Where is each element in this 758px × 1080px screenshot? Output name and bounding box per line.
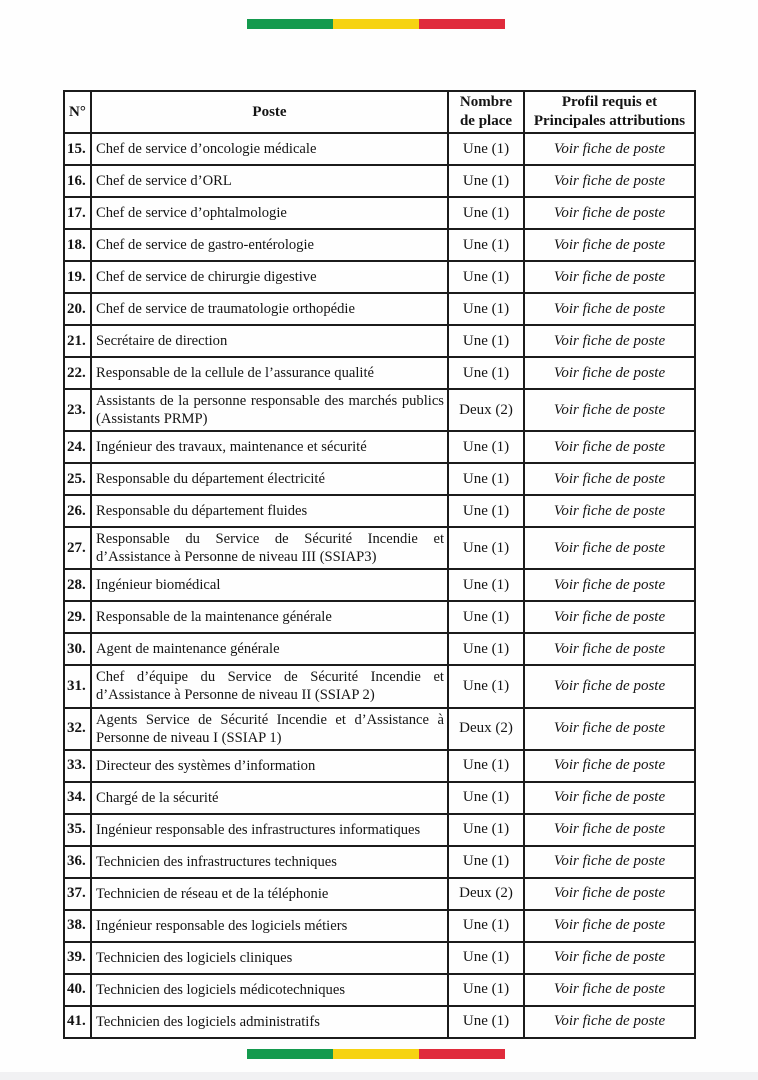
table-row [64,197,695,229]
cell-num: 31. [64,665,91,707]
cell-places: Une (1) [448,601,524,633]
cell-poste: Responsable de la maintenance générale [91,601,448,633]
table-row [64,878,695,910]
table-row [64,389,695,431]
table-row [64,293,695,325]
cell-poste: Technicien des logiciels médicotechniques [91,974,448,1006]
header-profil: Profil requis et Principales attributions [524,91,695,133]
cell-profil: Voir fiche de poste [524,1006,695,1038]
table-row [64,569,695,601]
table-row [64,665,695,707]
table-row [64,1006,695,1038]
header-places: Nombre de place [448,91,524,133]
header-num: N° [64,91,91,133]
cell-places: Deux (2) [448,708,524,750]
cell-num: 19. [64,261,91,293]
cell-poste: Chef de service de gastro-entérologie [91,229,448,261]
cell-places: Une (1) [448,431,524,463]
cell-profil: Voir fiche de poste [524,197,695,229]
cell-poste: Responsable du département électricité [91,463,448,495]
flag-bar-top [247,19,505,29]
cell-poste: Technicien des logiciels cliniques [91,942,448,974]
cell-poste: Chef de service d’ophtalmologie [91,197,448,229]
table-row [64,974,695,1006]
table-row [64,910,695,942]
cell-poste: Responsable du Service de Sécurité Incendie et d’Assistance à Personne de niveau III (SSIAP3) [91,527,448,569]
cell-poste: Chef d’équipe du Service de Sécurité Incendie et d’Assistance à Personne de niveau II (SSIAP 2) [91,665,448,707]
flag-yellow-segment [333,19,419,29]
cell-poste: Directeur des systèmes d’information [91,750,448,782]
cell-places: Une (1) [448,569,524,601]
cell-num: 15. [64,133,91,165]
table-row [64,527,695,569]
cell-profil: Voir fiche de poste [524,261,695,293]
table-row [64,846,695,878]
table-row [64,814,695,846]
cell-poste: Ingénieur responsable des infrastructures informatiques [91,814,448,846]
cell-num: 16. [64,165,91,197]
cell-places: Une (1) [448,750,524,782]
cell-num: 41. [64,1006,91,1038]
cell-num: 22. [64,357,91,389]
cell-num: 23. [64,389,91,431]
cell-num: 35. [64,814,91,846]
cell-places: Une (1) [448,325,524,357]
flag-bar-bottom [247,1049,505,1059]
table-row [64,133,695,165]
cell-poste: Chef de service d’oncologie médicale [91,133,448,165]
cell-profil: Voir fiche de poste [524,463,695,495]
table-row [64,782,695,814]
cell-poste: Ingénieur biomédical [91,569,448,601]
cell-num: 28. [64,569,91,601]
cell-poste: Agents Service de Sécurité Incendie et d’Assistance à Personne de niveau I (SSIAP 1) [91,708,448,750]
cell-poste: Agent de maintenance générale [91,633,448,665]
cell-poste: Ingénieur responsable des logiciels métiers [91,910,448,942]
flag-red-segment [419,19,505,29]
cell-profil: Voir fiche de poste [524,431,695,463]
cell-num: 29. [64,601,91,633]
cell-places: Une (1) [448,665,524,707]
table-body [64,133,695,1038]
cell-poste: Technicien des logiciels administratifs [91,1006,448,1038]
cell-places: Une (1) [448,942,524,974]
cell-poste: Ingénieur des travaux, maintenance et sécurité [91,431,448,463]
cell-profil: Voir fiche de poste [524,495,695,527]
cell-places: Une (1) [448,974,524,1006]
vacancy-table [63,90,696,1039]
cell-places: Une (1) [448,782,524,814]
cell-places: Une (1) [448,357,524,389]
cell-num: 34. [64,782,91,814]
cell-num: 37. [64,878,91,910]
cell-profil: Voir fiche de poste [524,569,695,601]
cell-num: 18. [64,229,91,261]
flag-red-segment [419,1049,505,1059]
page-edge-strip [0,1072,758,1080]
cell-profil: Voir fiche de poste [524,942,695,974]
cell-places: Une (1) [448,197,524,229]
cell-places: Deux (2) [448,389,524,431]
cell-poste: Responsable du département fluides [91,495,448,527]
table-row [64,495,695,527]
cell-places: Une (1) [448,910,524,942]
cell-profil: Voir fiche de poste [524,814,695,846]
cell-num: 24. [64,431,91,463]
cell-num: 20. [64,293,91,325]
cell-places: Une (1) [448,165,524,197]
cell-poste: Secrétaire de direction [91,325,448,357]
cell-poste: Chef de service de traumatologie orthopédie [91,293,448,325]
cell-poste: Chargé de la sécurité [91,782,448,814]
cell-poste: Chef de service de chirurgie digestive [91,261,448,293]
cell-places: Une (1) [448,229,524,261]
cell-num: 30. [64,633,91,665]
table-row [64,165,695,197]
cell-places: Une (1) [448,495,524,527]
cell-num: 40. [64,974,91,1006]
table-row [64,261,695,293]
cell-profil: Voir fiche de poste [524,133,695,165]
cell-profil: Voir fiche de poste [524,601,695,633]
cell-num: 27. [64,527,91,569]
cell-profil: Voir fiche de poste [524,782,695,814]
cell-poste: Chef de service d’ORL [91,165,448,197]
table-header [64,91,695,133]
cell-num: 33. [64,750,91,782]
cell-profil: Voir fiche de poste [524,293,695,325]
flag-yellow-segment [333,1049,419,1059]
cell-profil: Voir fiche de poste [524,325,695,357]
cell-profil: Voir fiche de poste [524,389,695,431]
cell-profil: Voir fiche de poste [524,974,695,1006]
flag-green-segment [247,1049,333,1059]
cell-num: 25. [64,463,91,495]
table-row [64,942,695,974]
cell-profil: Voir fiche de poste [524,357,695,389]
cell-profil: Voir fiche de poste [524,910,695,942]
cell-profil: Voir fiche de poste [524,527,695,569]
cell-places: Une (1) [448,846,524,878]
cell-profil: Voir fiche de poste [524,846,695,878]
cell-profil: Voir fiche de poste [524,633,695,665]
cell-num: 17. [64,197,91,229]
cell-profil: Voir fiche de poste [524,708,695,750]
cell-poste: Assistants de la personne responsable des marchés publics (Assistants PRMP) [91,389,448,431]
cell-num: 32. [64,708,91,750]
table-row [64,633,695,665]
cell-num: 26. [64,495,91,527]
header-poste: Poste [91,91,448,133]
table-row [64,601,695,633]
cell-poste: Responsable de la cellule de l’assurance qualité [91,357,448,389]
cell-places: Une (1) [448,463,524,495]
table-row [64,708,695,750]
cell-num: 21. [64,325,91,357]
header-row [64,91,695,133]
cell-poste: Technicien de réseau et de la téléphonie [91,878,448,910]
table-row [64,750,695,782]
table-row [64,325,695,357]
table-row [64,431,695,463]
cell-num: 36. [64,846,91,878]
cell-profil: Voir fiche de poste [524,878,695,910]
table-row [64,463,695,495]
cell-places: Une (1) [448,633,524,665]
cell-places: Deux (2) [448,878,524,910]
cell-places: Une (1) [448,1006,524,1038]
table-row [64,357,695,389]
cell-places: Une (1) [448,814,524,846]
flag-green-segment [247,19,333,29]
cell-profil: Voir fiche de poste [524,665,695,707]
cell-places: Une (1) [448,293,524,325]
cell-places: Une (1) [448,133,524,165]
cell-profil: Voir fiche de poste [524,750,695,782]
cell-profil: Voir fiche de poste [524,165,695,197]
cell-places: Une (1) [448,261,524,293]
cell-profil: Voir fiche de poste [524,229,695,261]
cell-num: 38. [64,910,91,942]
cell-places: Une (1) [448,527,524,569]
cell-num: 39. [64,942,91,974]
table-row [64,229,695,261]
cell-poste: Technicien des infrastructures techniques [91,846,448,878]
